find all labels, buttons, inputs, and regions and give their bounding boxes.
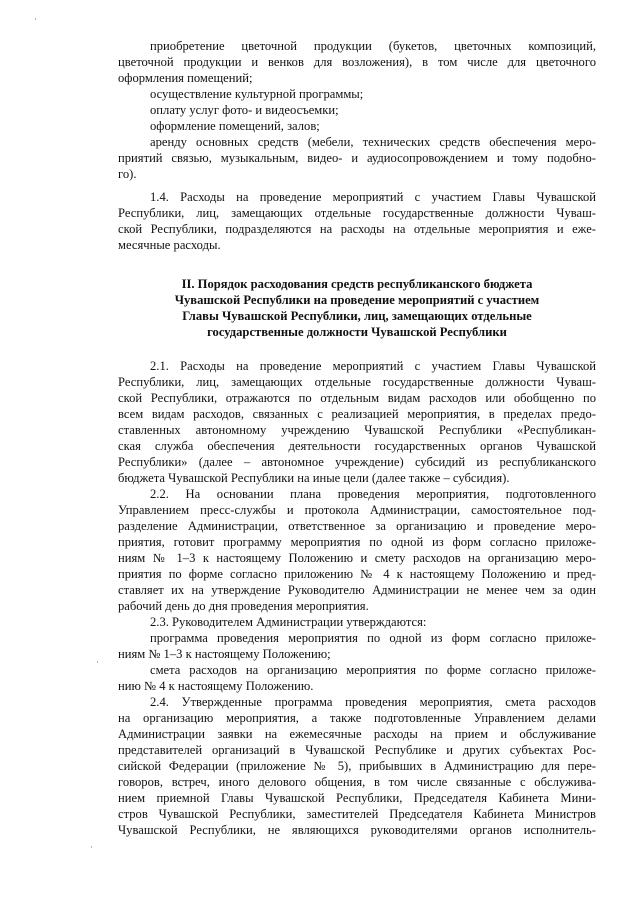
text-line: Республики» (далее – автономное учреждение) субсидий из республиканского — [118, 455, 596, 469]
text-line: 2.4. Утвержденные программа проведения мероприятия, смета расходов — [150, 695, 596, 709]
text-line: 2.2. На основании плана проведения мероприятия, подготовленного — [150, 487, 596, 501]
text-line: приятий связью, музыкальным, видео- и аудиосопровождением и тому подобно- — [118, 151, 596, 165]
text-line: на организацию мероприятия, а также подготовленные Управлением делами — [118, 711, 596, 725]
text-line: 1.4. Расходы на проведение мероприятий с участием Главы Чувашской — [150, 190, 596, 204]
text-line: цветочной продукции и венков для возложения), в том числе для цветочного — [118, 55, 596, 69]
text-line: приобретение цветочной продукции (букетов, цветочных композиций, — [150, 39, 596, 53]
text-line: осуществление культурной программы; — [150, 87, 364, 101]
text-line: ской Республики, отражаются по отдельным видам расходов или обобщенно по — [118, 391, 596, 405]
section-heading: Чувашской Республики на проведение мероприятий с участием — [174, 293, 540, 307]
text-line: го). — [118, 167, 137, 181]
text-line: месячные расходы. — [118, 238, 221, 252]
text-line: 2.3. Руководителем Администрации утверждаются: — [150, 615, 427, 629]
text-line: нием приемной Главы Чувашской Республики, Председателя Кабинета Мини- — [118, 791, 596, 805]
section-heading: Главы Чувашской Республики, лиц, замещающих отдельные — [182, 309, 532, 323]
text-line: аренду основных средств (мебели, технических средств обеспечения меро- — [150, 135, 596, 149]
text-line: всем видам расходов, связанных с реализацией мероприятия, в пределах предо- — [118, 407, 596, 421]
text-line: ской Республики, подразделяются на расходы на отдельные мероприятия и еже- — [118, 222, 596, 236]
text-line: программа проведения мероприятия по одной из форм согласно приложе- — [150, 631, 596, 645]
text-line: оплату услуг фото- и видеосъемки; — [150, 103, 339, 117]
text-line: ставляет их на утверждение Руководителю Администрации не менее чем за один — [118, 583, 596, 597]
text-line: рабочий день до дня проведения мероприятия. — [118, 599, 369, 613]
text-line: ниям № 1–3 к настоящему Положению и смету расходов на организацию меро- — [118, 551, 596, 565]
section-heading: государственные должности Чувашской Республики — [207, 325, 507, 339]
section-heading: II. Порядок расходования средств республиканского бюджета — [181, 277, 533, 291]
text-line: сийской Федерации (приложение № 5), прибывших в Администрацию для пере- — [118, 759, 596, 773]
text-line: Администрации заявки на ежемесячные расходы на прием и обслуживание — [118, 727, 596, 741]
text-line: разделение Администрации, ответственное за организацию и проведение меро- — [118, 519, 596, 533]
text-line: представителей организаций в Чувашской Республике и других субъектах Рос- — [118, 743, 596, 757]
text-line: 2.1. Расходы на проведение мероприятий с участием Главы Чувашской — [150, 359, 596, 373]
text-line: ская служба обеспечения деятельности государственных органов Чувашской — [118, 439, 596, 453]
text-line: стров Чувашской Республики, заместителей Председателя Кабинета Министров — [118, 807, 596, 821]
text-line: приятия, готовит программу мероприятия по одной из форм согласно приложе- — [118, 535, 596, 549]
text-line: бюджета Чувашской Республики на иные цели (далее также – субсидия). — [118, 471, 510, 485]
text-line: оформления помещений; — [118, 71, 253, 85]
text-line: смета расходов на организацию мероприятия по форме согласно приложе- — [150, 663, 596, 677]
text-line: ставленных автономному учреждению Чувашской Республики «Республикан- — [118, 423, 596, 437]
text-line: Республики, лиц, замещающих отдельные государственные должности Чуваш- — [118, 206, 596, 220]
text-line: Управлением пресс-службы и протокола Администрации, самостоятельное под- — [118, 503, 596, 517]
scan-mark: · — [96, 657, 99, 667]
text-line: ниям № 1–3 к настоящему Положению; — [118, 647, 331, 661]
text-line: оформление помещений, залов; — [150, 119, 320, 133]
text-line: нию № 4 к настоящему Положению. — [118, 679, 314, 693]
text-line: Чувашской Республики, не являющихся руководителями органов исполнитель- — [118, 823, 596, 837]
text-line: Республики, лиц, замещающих отдельные государственные должности Чуваш- — [118, 375, 596, 389]
scan-mark: · — [90, 842, 93, 852]
text-line: приятия по форме согласно приложению № 4 к настоящему Положению и пред- — [118, 567, 596, 581]
text-line: говоров, встреч, иного делового общения, в том числе связанные с обслужива- — [118, 775, 596, 789]
scan-mark: · — [34, 14, 37, 24]
